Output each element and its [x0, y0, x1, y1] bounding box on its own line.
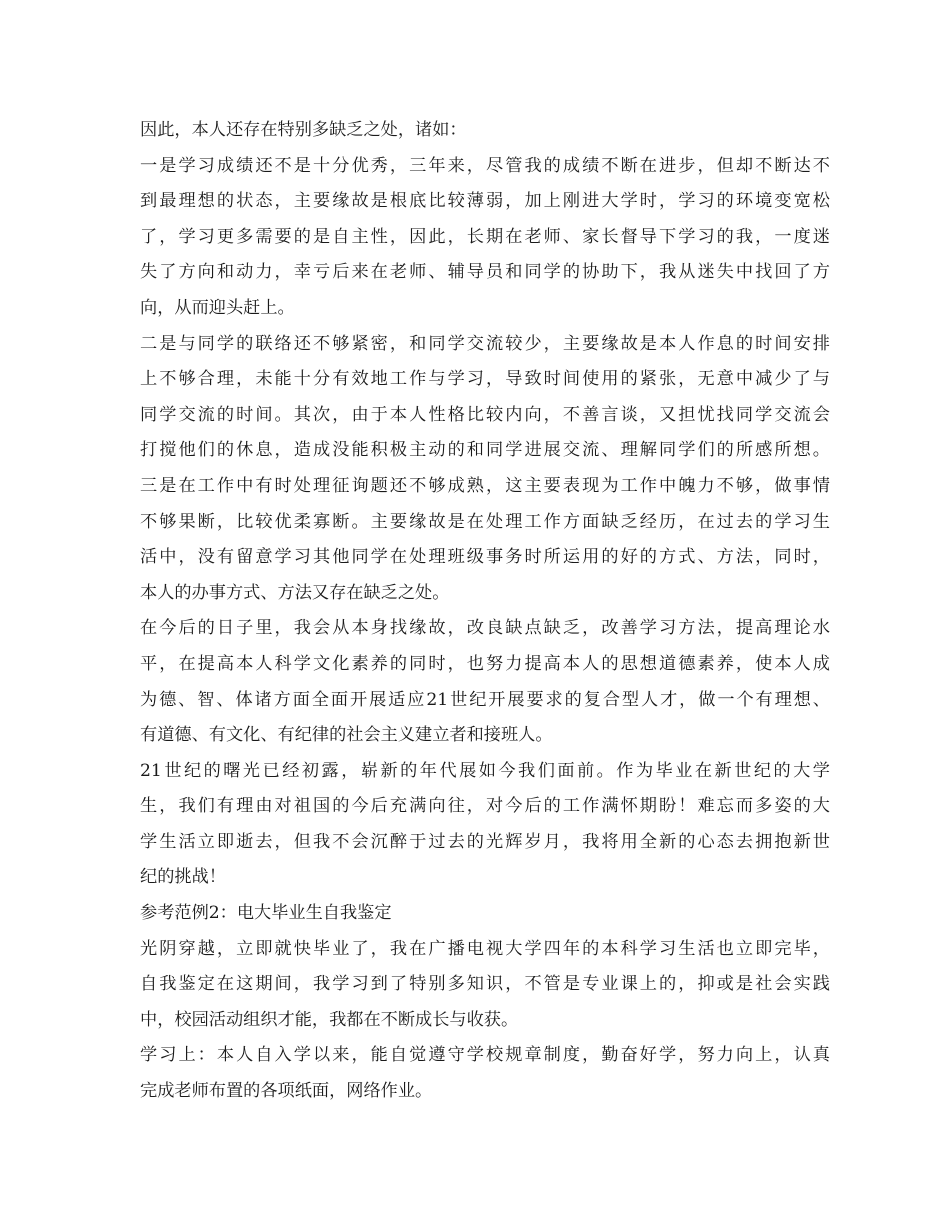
text-line: 中，校园活动组织才能，我都在不断成长与收获。 [140, 1009, 519, 1030]
document-body [140, 113, 830, 1110]
text-line: 活中，没有留意学习其他同学在处理班级事务时所运用的好的方式、方法，同时， [140, 547, 830, 568]
text-line: 失了方向和动力，幸亏后来在老师、辅导员和同学的协助下，我从迷失中找回了方 [140, 262, 830, 283]
text-line: 学习上：本人自入学以来，能自觉遵守学校规章制度，勤奋好学，努力向上，认真 [140, 1045, 830, 1066]
text-line: 完成老师布置的各项纸面，网络作业。 [140, 1081, 433, 1102]
text-line: 参考范例2：电大毕业生自我鉴定 [140, 903, 392, 924]
text-line: 为德、智、体诸方面全面开展适应21世纪开展要求的复合型人才，做一个有理想、 [140, 689, 830, 710]
text-line: 光阴穿越，立即就快毕业了，我在广播电视大学四年的本科学习生活也立即完毕， [140, 938, 830, 959]
text-line: 因此，本人还存在特别多缺乏之处，诸如： [140, 120, 467, 140]
text-line: 打搅他们的休息，造成没能积极主动的和同学进展交流、理解同学们的所感所想。 [140, 440, 830, 461]
text-line: 学生活立即逝去，但我不会沉醉于过去的光辉岁月，我将用全新的心态去拥抱新世 [140, 831, 830, 852]
text-line: 纪的挑战！ [140, 867, 226, 888]
text-line: 到最理想的状态，主要缘故是根底比较薄弱，加上刚进大学时，学习的环境变宽松 [140, 191, 830, 212]
text-line: 二是与同学的联络还不够紧密，和同学交流较少，主要缘故是本人作息的时间安排 [140, 333, 830, 354]
text-line: 了，学习更多需要的是自主性，因此，长期在老师、家长督导下学习的我，一度迷 [140, 226, 830, 247]
text-line: 上不够合理，未能十分有效地工作与学习，导致时间使用的紧张，无意中减少了与 [140, 369, 830, 390]
text-line: 同学交流的时间。其次，由于本人性格比较内向，不善言谈，又担忧找同学交流会 [140, 404, 830, 425]
text-line: 向，从而迎头赶上。 [140, 297, 295, 318]
text-line: 一是学习成绩还不是十分优秀，三年来，尽管我的成绩不断在进步，但却不断达不 [140, 155, 830, 176]
text-line: 生，我们有理由对祖国的今后充满向往，对今后的工作满怀期盼！难忘而多姿的大 [140, 796, 830, 817]
text-line: 有道德、有文化、有纪律的社会主义建立者和接班人。 [140, 725, 553, 746]
text-line: 21世纪的曙光已经初露，崭新的年代展如今我们面前。作为毕业在新世纪的大学 [140, 760, 830, 781]
text-line: 不够果断，比较优柔寡断。主要缘故是在处理工作方面缺乏经历，在过去的学习生 [140, 511, 830, 532]
text-line: 平，在提高本人科学文化素养的同时，也努力提高本人的思想道德素养，使本人成 [140, 653, 830, 674]
text-line: 自我鉴定在这期间，我学习到了特别多知识，不管是专业课上的，抑或是社会实践 [140, 974, 830, 995]
text-line: 三是在工作中有时处理征询题还不够成熟，这主要表现为工作中魄力不够，做事情 [140, 475, 830, 496]
text-line: 在今后的日子里，我会从本身找缘故，改良缺点缺乏，改善学习方法，提高理论水 [140, 618, 830, 639]
text-line: 本人的办事方式、方法又存在缺乏之处。 [140, 582, 450, 603]
